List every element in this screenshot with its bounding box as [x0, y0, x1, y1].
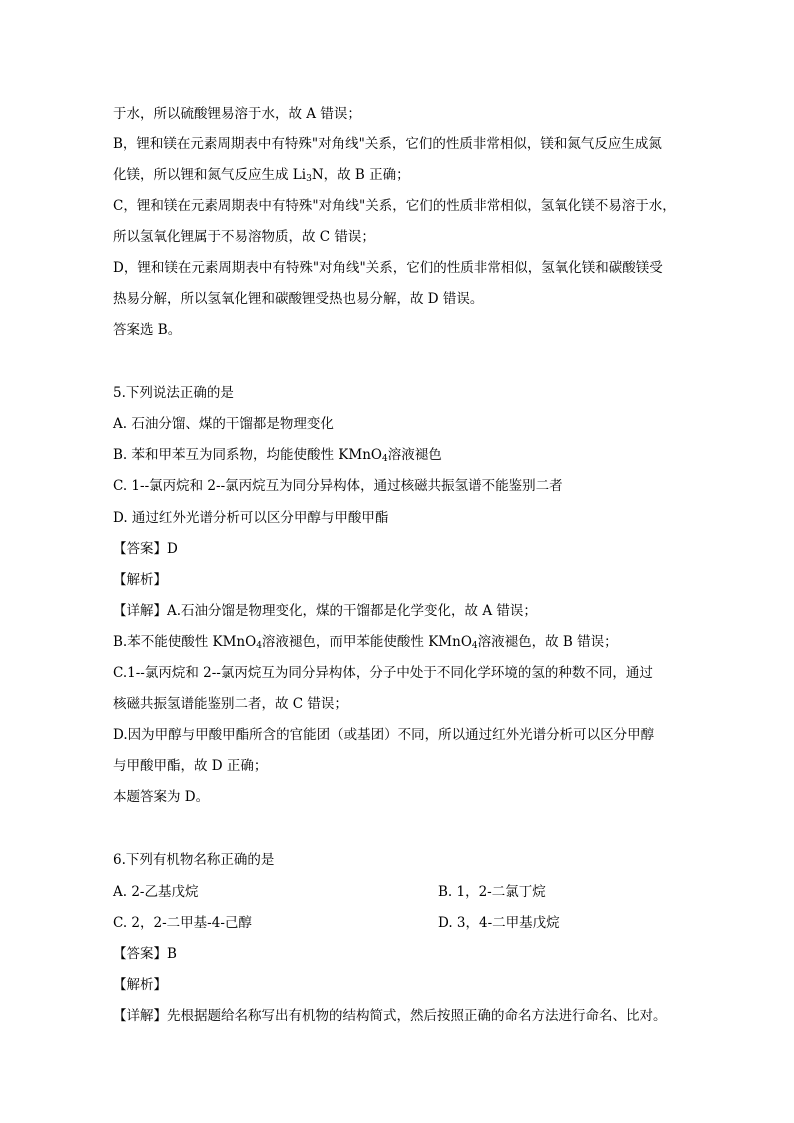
q5-option-a: A. 石油分馏、煤的干馏都是物理变化 [113, 416, 334, 432]
q4-line-3 [113, 165, 410, 185]
q5-analysis-heading: 【解析】 [113, 572, 167, 588]
q5-option-b [113, 445, 442, 465]
q5-conclusion: 本题答案为 D。 [113, 789, 210, 805]
q4-answer-line: 答案选 B。 [113, 322, 182, 338]
q5-detail-2-subscript-2: 4 [471, 641, 478, 651]
q5-detail-4: 核磁共振氢谱能鉴别二者，故 C 错误； [113, 696, 348, 712]
q4-line-3b: N，故 B 正确； [311, 167, 410, 183]
q4-line-6: D，锂和镁在元素周期表中有特殊"对角线"关系，它们的性质非常相似，氢氧化镁和碳酸镁受 [113, 260, 663, 276]
q6-detail-1: 【详解】先根据题给名称写出有机物的结构简式，然后按照正确的命名方法进行命名、比对。 [113, 1008, 667, 1024]
q5-detail-2b: 溶液褪色，而甲苯能使酸性 KMnO [261, 634, 472, 650]
q6-stem: 6.下列有机物名称正确的是 [113, 852, 275, 868]
q4-line-3a: 化镁，所以锂和氮气反应生成 Li [113, 167, 307, 183]
q6-option-a: A. 2-乙基戊烷 [113, 884, 199, 900]
q6-answer: 【答案】B [113, 946, 177, 962]
q5-option-c: C. 1--氯丙烷和 2--氯丙烷互为同分异构体，通过核磁共振氢谱不能鉴别二者 [113, 478, 563, 494]
q5-option-b-b: 溶液褪色 [387, 447, 442, 463]
q5-detail-2-subscript-1: 4 [256, 641, 262, 651]
q5-option-b-a: B. 苯和甲苯互为同系物，均能使酸性 KMnO [113, 447, 382, 463]
q5-detail-2a: B.苯不能使酸性 KMnO [113, 634, 257, 650]
q5-detail-2 [113, 632, 618, 652]
q4-line-1: 于水，所以硫酸锂易溶于水，故 A 错误； [113, 106, 361, 122]
q5-answer: 【答案】D [113, 541, 178, 557]
q5-detail-2c: 溶液褪色，故 B 错误； [477, 634, 618, 650]
q5-detail-5: D.因为甲醇与甲酸甲酯所含的官能团（或基团）不同，所以通过红外光谱分析可以区分甲醇 [113, 727, 655, 743]
q4-line-7: 热易分解，所以氢氧化锂和碳酸锂受热也易分解，故 D 错误。 [113, 291, 484, 307]
q6-option-c: C. 2，2-二甲基-4-己醇 [113, 915, 252, 931]
q5-option-b-subscript: 4 [381, 454, 388, 464]
q5-detail-1: 【详解】A.石油分馏是物理变化，煤的干馏都是化学变化，故 A 错误； [113, 603, 537, 619]
q6-option-b: B. 1，2-二氯丁烷 [438, 884, 546, 900]
q6-analysis-heading: 【解析】 [113, 977, 167, 993]
q4-line-3-subscript: 3 [306, 174, 312, 184]
q4-line-4: C，锂和镁在元素周期表中有特殊"对角线"关系，它们的性质非常相似，氢氧化镁不易溶于水， [113, 198, 676, 214]
q4-line-2: B，锂和镁在元素周期表中有特殊"对角线"关系，它们的性质非常相似，镁和氮气反应生成氮 [113, 136, 662, 152]
q4-line-5: 所以氢氧化锂属于不易溶物质，故 C 错误； [113, 229, 375, 245]
q5-option-d: D. 通过红外光谱分析可以区分甲醇与甲酸甲酯 [113, 510, 389, 526]
q5-stem: 5.下列说法正确的是 [113, 385, 234, 401]
q6-option-d: D. 3，4-二甲基戊烷 [438, 915, 560, 931]
q5-detail-3: C.1--氯丙烷和 2--氯丙烷互为同分异构体，分子中处于不同化学环境的氢的种数不同，通过 [113, 665, 653, 681]
q5-detail-6: 与甲酸甲酯，故 D 正确； [113, 758, 268, 774]
